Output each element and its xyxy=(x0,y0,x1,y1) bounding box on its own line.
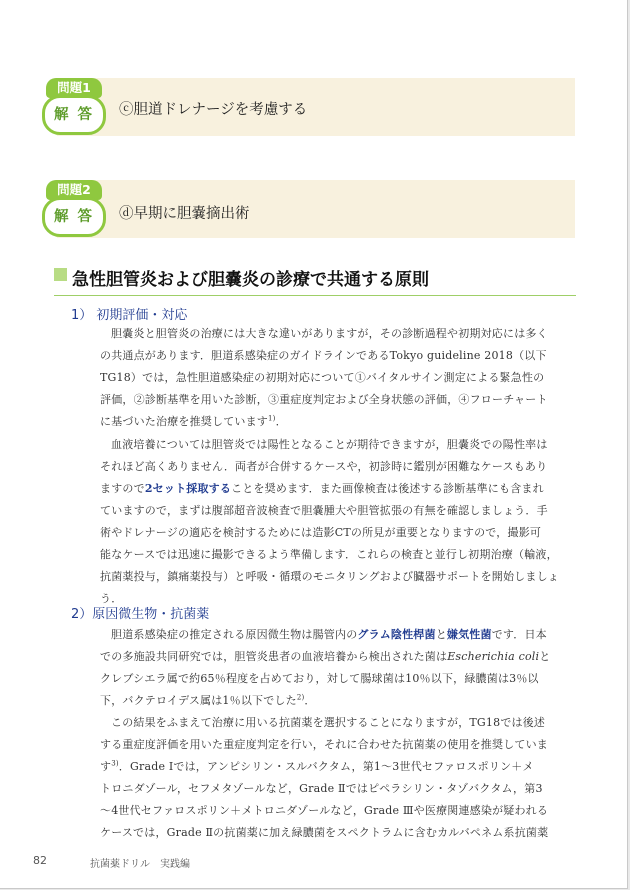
body-line xyxy=(100,648,550,664)
body-line: する重症度評価を用いた重症度判定を行い，それに合わせた抗菌薬の使用を推奨していま xyxy=(100,738,548,751)
body-line xyxy=(100,758,534,774)
body-line: それほど高くありません．両者が合併するケースや，初診時に鑑別が困難なケースもあり xyxy=(100,460,548,473)
body-line: TG18）では，急性胆道感染症の初期対応について①バイタルサイン測定による緊急性の xyxy=(100,371,545,384)
body-line: 下，バクテロイデス属は1％以下でした$^{2)}$． xyxy=(100,693,316,707)
body-line: う． xyxy=(100,592,123,605)
section-square-icon xyxy=(54,268,67,281)
body-text: と xyxy=(435,628,447,641)
section-title: 急性胆管炎および胆嚢炎の診療で共通する原則 xyxy=(72,270,429,290)
answer-badge-2 xyxy=(42,178,108,240)
body-line: この結果をふまえて治療に用いる抗菌薬を選択することになりますが，TG18では後述 xyxy=(111,716,546,729)
body-line: 抗菌薬投与，鎮痛薬投与）と呼吸・循環のモニタリングおよび臓器サポートを開始しましょ xyxy=(100,570,559,583)
body-text: です．日本 xyxy=(491,628,547,641)
highlight-text: 嫌気性菌 xyxy=(446,628,492,641)
answer-box-1 xyxy=(53,78,575,136)
body-line: の共通点があります．胆道系感染症のガイドラインであるTokyo guideline 2018（以下 xyxy=(100,349,547,362)
subheading-pathogens-antibiotics: 2）原因微生物・抗菌薬 xyxy=(71,607,210,622)
body-text: す xyxy=(100,760,112,773)
answer-text-2: ⓓ早期に胆嚢摘出術 xyxy=(119,206,250,222)
body-line: 術やドレナージの適応を検討するためには造影CTの所見が重要となりますので，撮影可 xyxy=(100,526,542,539)
highlight-text: 2セット採取する xyxy=(144,482,232,495)
answer-badge-1 xyxy=(42,76,108,138)
page-number: 82 xyxy=(33,854,47,867)
citation: 2) xyxy=(296,693,305,702)
body-line: トロニダゾール，セフメタゾールなど，Grade Ⅱではピペラシリン・タゾバクタム，第3 xyxy=(100,782,543,795)
body-text: に基づいた治療を推奨しています xyxy=(100,415,268,428)
body-text: ますので xyxy=(100,482,145,495)
body-line: ていますので，まずは腹部超音波検査で胆嚢腫大や胆管拡張の有無を確認しましょう．手 xyxy=(100,504,548,517)
answer-text-1: ⓒ胆道ドレナージを考慮する xyxy=(119,102,308,118)
answer-box-2 xyxy=(53,180,575,238)
citation: 1) xyxy=(268,414,276,423)
body-text: 下，バクテロイデス属は1％以下でした xyxy=(100,694,297,707)
subheading-initial-assessment: 1） 初期評価・対応 xyxy=(71,308,188,323)
body-line xyxy=(100,480,544,496)
body-text: と xyxy=(539,650,551,663)
answer-label: 解 答 xyxy=(42,197,106,237)
italic-species: Escherichia coli xyxy=(447,650,540,663)
body-line: クレブシエラ属で約65％程度を占めており，対して腸球菌は10％以下，緑膿菌は3％以 xyxy=(100,672,539,685)
body-line: 血液培養については胆管炎では陽性となることが期待できますが，胆嚢炎での陽性率は xyxy=(111,438,548,451)
question-number-label: 問題1 xyxy=(46,78,102,98)
body-line: 能なケースでは迅速に撮影できるよう準備します．これらの検査と並行し初期治療（輸液， xyxy=(100,548,558,561)
running-footer-title: 抗菌薬ドリル 実践編 xyxy=(90,859,190,870)
answer-label: 解 答 xyxy=(42,95,106,135)
highlight-text: グラム陰性桿菌 xyxy=(357,628,436,641)
section-divider xyxy=(54,295,576,296)
body-line xyxy=(111,626,547,642)
body-line: ～4世代セファロスポリン＋メトロニダゾールなど，Grade Ⅲや医療関連感染が疑われる xyxy=(100,804,549,817)
body-line: ケースでは，Grade Ⅱの抗菌薬に加え緑膿菌をスペクトラムに含むカルバペネム系抗菌薬 xyxy=(100,826,549,839)
body-line: に基づいた治療を推奨しています$^{1)}$． xyxy=(100,414,287,428)
body-text: ．Grade Ⅰでは，アンピシリン・スルバクタム，第1～3世代セファロスポリン＋メ xyxy=(118,760,534,773)
question-number-label: 問題2 xyxy=(46,180,102,200)
citation: 3) xyxy=(111,759,119,768)
body-text: 胆道系感染症の推定される原因微生物は腸管内の xyxy=(111,628,358,641)
body-text: での多施設共同研究では，胆管炎患者の血液培養から検出された菌は xyxy=(100,650,448,663)
body-line: 評価，②診断基準を用いた診断，③重症度判定および全身状態の評価，④フローチャート xyxy=(100,393,548,406)
body-line: 胆嚢炎と胆管炎の治療には大きな違いがありますが，その診断過程や初期対応には多く xyxy=(111,327,548,340)
body-text: ことを奨めます．また画像検査は後述する診断基準にも含まれ xyxy=(231,482,544,495)
